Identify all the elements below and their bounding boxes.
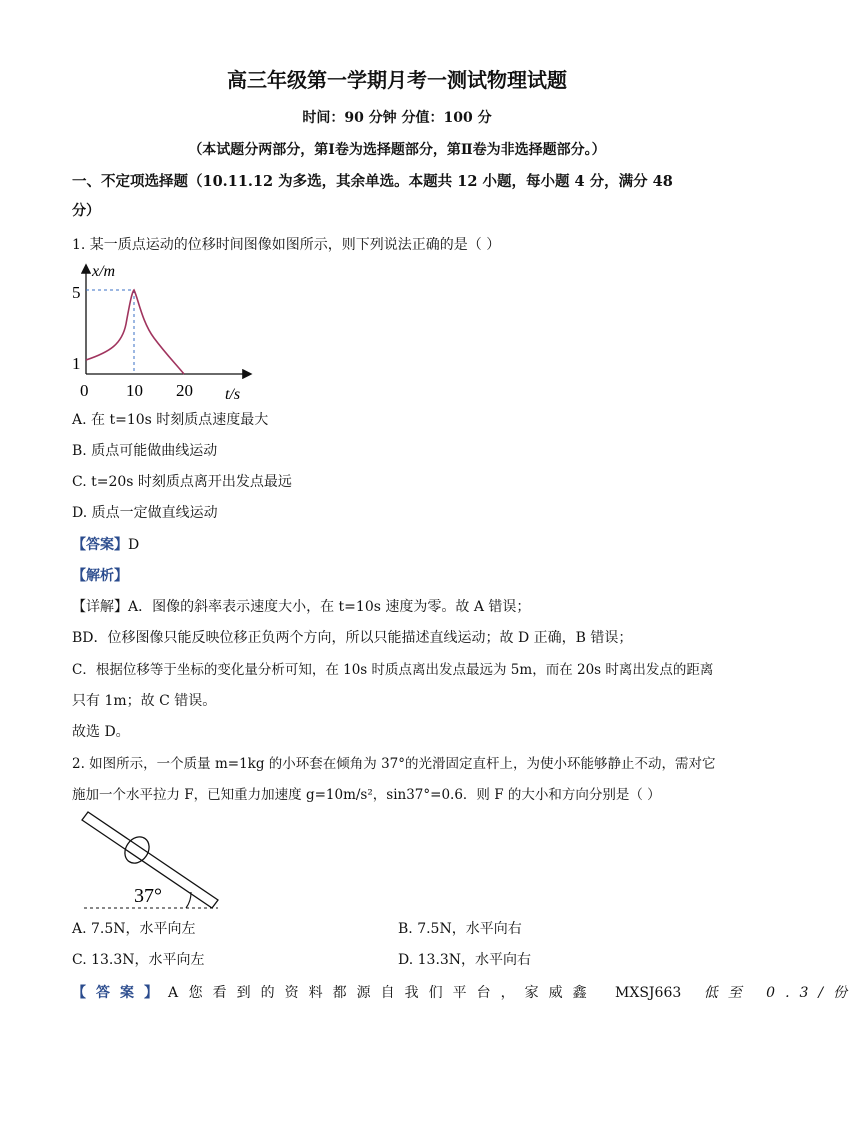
q1-option-a: A. 在 t=10s 时刻质点速度最大 — [72, 412, 269, 428]
q2-option-c: C. 13.3N，水平向左 — [72, 952, 205, 968]
answer-value: A — [168, 985, 179, 1001]
page-title: 高三年级第一学期月考一测试物理试题 — [227, 68, 567, 92]
q2-option-b: B. 7.5N，水平向右 — [398, 921, 522, 937]
q2-incline-diagram — [78, 808, 228, 914]
y-axis-label: x/m — [92, 263, 116, 280]
x-tick-20: 20 — [176, 381, 193, 400]
answer-label: 【答案】 — [72, 985, 168, 1001]
answer-value: D — [128, 537, 140, 553]
section-heading: 一、不定项选择题（10.11.12 为多选，其余单选。本题共 12 小题，每小题 4 分，满分 48 — [72, 173, 673, 190]
q2-option-a: A. 7.5N，水平向左 — [72, 921, 196, 937]
section-heading-cont: 分） — [72, 203, 100, 219]
q2-options-row-1 — [72, 919, 722, 939]
q2-options-row-2 — [72, 950, 722, 970]
watermark-tail: 低至 0.3/份 — [703, 985, 857, 1001]
answer-label: 【答案】 — [72, 537, 128, 553]
time-score-line: 时间：90 分钟 分值：100 分 — [302, 110, 492, 126]
displacement-curve — [86, 290, 184, 374]
x-tick-0: 0 — [80, 381, 89, 400]
q1-option-d: D. 质点一定做直线运动 — [72, 505, 218, 521]
q1-stem: 1. 某一质点运动的位移时间图像如图所示，则下列说法正确的是（ ） — [72, 237, 501, 253]
y-tick-1: 1 — [72, 354, 81, 373]
exam-note: （本试题分两部分，第Ⅰ卷为选择题部分，第Ⅱ卷为非选择题部分。） — [188, 142, 606, 158]
peak-guide-line — [86, 290, 134, 374]
q1-option-c: C. t=20s 时刻质点离开出发点最远 — [72, 474, 292, 490]
q1-option-b: B. 质点可能做曲线运动 — [72, 443, 218, 459]
q1-xt-graph — [70, 258, 260, 403]
angle-arc — [186, 892, 191, 908]
q2-stem-1: 2. 如图所示，一个质量 m=1kg 的小环套在倾角为 37°的光滑固定直杆上，为使小环能够静止不动，需对它 — [72, 756, 716, 772]
watermark-text: 您看到的资料都源自我们平台，家威鑫 — [188, 985, 597, 1001]
watermark-code: MXSJ663 — [615, 985, 682, 1001]
q1-detail-5: 故选 D。 — [72, 724, 130, 740]
q2-option-d: D. 13.3N，水平向右 — [398, 952, 532, 968]
x-axis-label: t/s — [225, 386, 241, 403]
y-tick-5: 5 — [72, 283, 81, 302]
q1-detail-4: 只有 1m；故 C 错误。 — [72, 693, 217, 709]
q2-stem-2: 施加一个水平拉力 F，已知重力加速度 g=10m/s²，sin37°=0.6．则 F 的大小和方向分别是（ ） — [72, 787, 661, 803]
q2-answer — [72, 983, 857, 1003]
q1-detail-3: C．根据位移等于坐标的变化量分析可知，在 10s 时质点离出发点最远为 5m，而在 20s 时离出发点的距离 — [72, 662, 714, 678]
q1-detail-2: BD．位移图像只能反映位移正负两个方向，所以只能描述直线运动；故 D 正确，B 错误； — [72, 630, 633, 646]
analysis-label: 【解析】 — [72, 568, 128, 584]
q1-detail-1: 【详解】A．图像的斜率表示速度大小，在 t=10s 速度为零。故 A 错误； — [72, 599, 531, 615]
x-tick-10: 10 — [126, 381, 143, 400]
angle-label: 37° — [134, 885, 162, 907]
q1-answer — [72, 535, 139, 555]
